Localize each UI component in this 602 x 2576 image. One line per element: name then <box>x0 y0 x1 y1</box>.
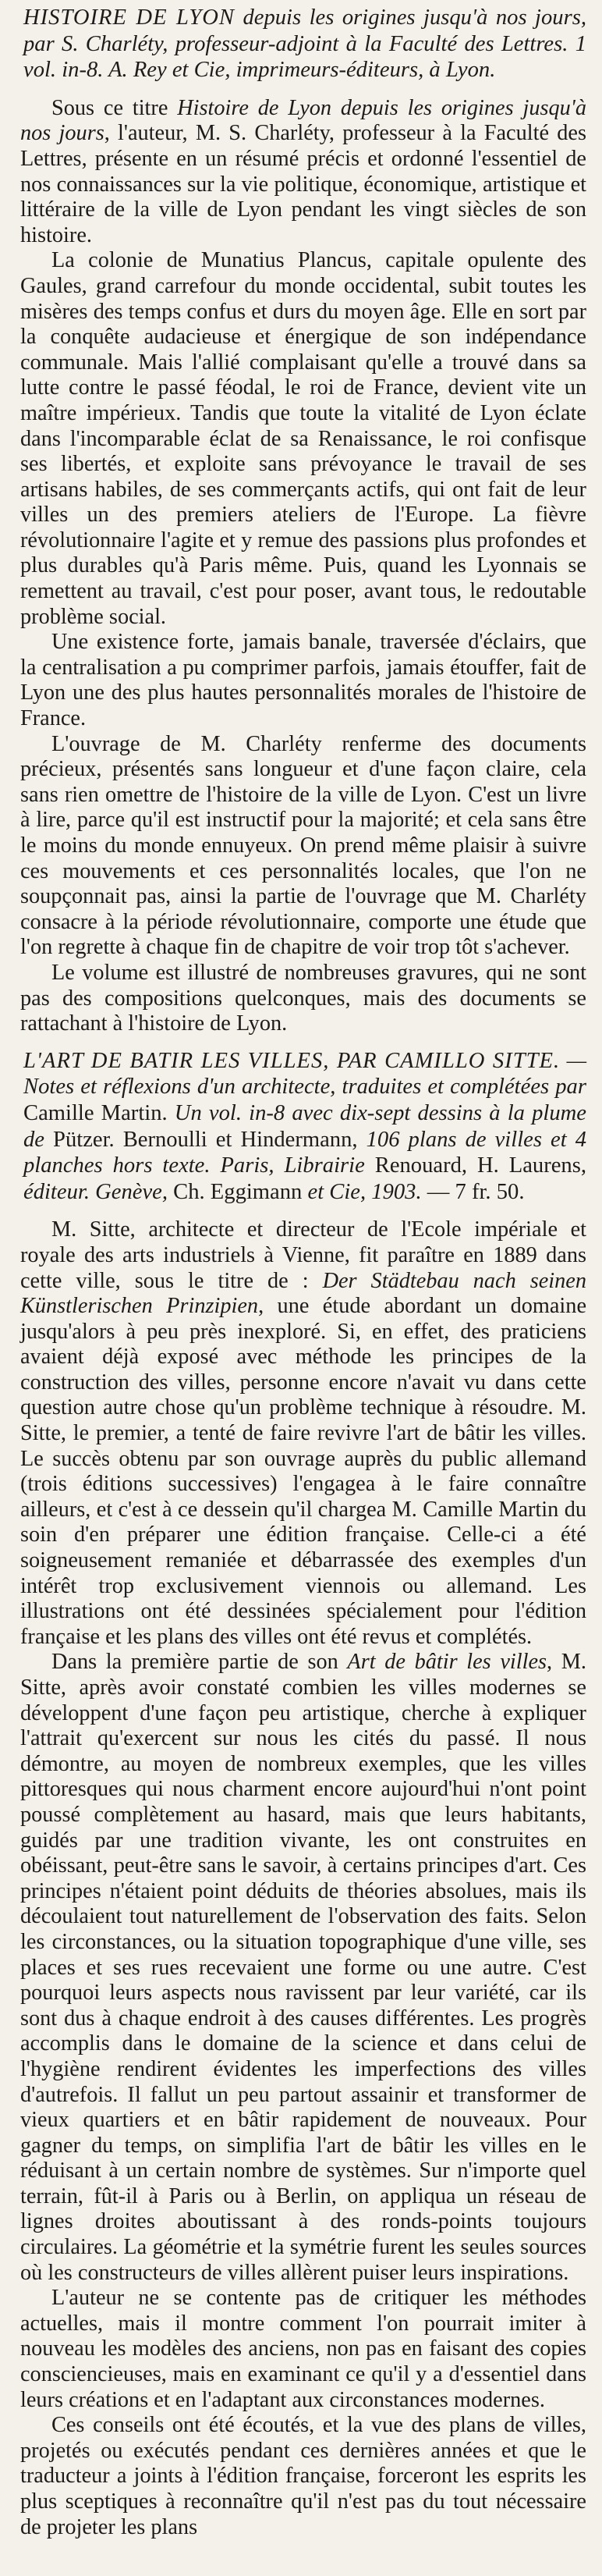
book-details: Pützer. Bernoulli et Hindermann, <box>53 1127 367 1152</box>
paragraph: Une existence forte, jamais banale, traversée d'éclairs, que la centralisation a pu comprimer parfois, jamais étouffer, fait de Lyon une des plus hautes personnalités morales de l'histoire de France. <box>20 630 586 731</box>
book-title: L'ART DE BATIR LES VILLES, PAR CAMILLO SITTE. <box>23 1048 561 1073</box>
paragraph: L'ouvrage de M. Charléty renferme des documents précieux, présentés sans longueur et d'une façon claire, cela sans rien omettre de l'histoire de la ville de Lyon. C'est un livre à lire, parce qu'il est instructif pour la majorité; et cela sans être le moins du monde ennuyeux. On prend même plaisir à suivre ces mouvements et ces personnalités locales, que l'on ne soupçonnait pas, ainsi la partie de l'ouvrage que M. Charléty consacre à la période révolutionnaire, comporte une étude que l'on regrette à chaque fin de chapitre de voir trop tôt s'achever. <box>20 731 586 960</box>
paragraph-text: , M. Sitte, après avoir constaté combien les villes modernes se développent d'une façon peu artistique, cherche à expliquer l'attrait qu'exercent sur nous les cités du passé. Il nous démontre, au moyen de nombreux exemples, que les villes pittoresques qui nous charment encore aujourd'hui n'ont point poussé complètement au hasard, mais que leurs habitants, guidés par une tradition vivante, les ont construites en obéissant, peut-être sans le savoir, à certains principes d'art. Ces principes n'étaient point déduits de théories absolues, mais ils découlaient tout naturellement de l'observation des faits. Selon les circonstances, ou la situation topographique d'une ville, ses places et ses rues recevaient une forme ou une autre. C'est pourquoi leurs aspects nous ravissent par leur variété, car ils sont dus à chaque endroit à des causes différentes. Les progrès accomplis dans le domaine de la science et dans celui de l'hygiène rendirent évidentes les imperfections des villes d'autrefois. Il fallut un peu partout assainir et transformer de vieux quartiers et en bâtir rapidement de nouveaux. Pour gagner du temps, on simplifia l'art de bâtir les villes en le réduisant à un certain nombre de systèmes. Sur n'importe quel terrain, fût-il à Paris ou à Berlin, on appliqua un réseau de lignes droites aboutissant à des ronds-points toujours circulaires. La géométrie et la symétrie furent les seules sources où les constructeurs de villes allèrent puiser leurs inspirations. <box>20 1650 586 2285</box>
paragraph-text: Dans la première partie de son <box>51 1650 348 1675</box>
book-details: Renouard, H. Laurens, <box>374 1153 587 1178</box>
book-price: — 7 fr. 50. <box>421 1179 525 1204</box>
book-details: Un vol. in-8 avec dix-sept dessins à la plume de <box>23 1100 586 1152</box>
book-details: et Cie, 1903. <box>307 1179 422 1204</box>
book-details: — Notes et réflexions d'un architecte, traduites et complétées par <box>23 1048 586 1100</box>
paragraph-italic: Histoire de Lyon depuis les origines jusqu'à nos jours <box>20 95 586 146</box>
paragraph: Le volume est illustré de nombreuses gravures, qui ne sont pas des compositions quelconques, mais des documents se rattachant à l'histoire de Lyon. <box>20 960 586 1036</box>
paragraph-italic: Der Städtebau nach seinen Künstlerischen Prinzipien <box>20 1268 586 1319</box>
paragraph-text: Sous ce titre <box>51 95 178 120</box>
review-histoire-de-lyon <box>20 5 586 1037</box>
paragraph-text: M. Sitte, architecte et directeur de l'Ecole impériale et royale des arts industriels à Vienne, fit paraître en 1889 dans cette ville, sous le titre de : <box>20 1217 586 1293</box>
review-heading <box>20 1048 586 1206</box>
book-details: Ch. Eggimann <box>173 1179 308 1204</box>
book-title: HISTOIRE DE LYON <box>23 5 235 30</box>
translator-name: Camille Martin. <box>23 1100 168 1125</box>
paragraph <box>20 96 586 249</box>
paragraph: La colonie de Munatius Plancus, capitale opulente des Gaules, grand carrefour du monde occidental, subit toutes les misères des temps confus et durs du moyen âge. Elle en sort par la conquête audacieuse et énergique de son indépendance communale. Mais l'allié complaisant qu'elle a trouvé dans sa lutte contre le passé féodal, le roi de France, devient vite un maître impérieux. Tandis que toute la vitalité de Lyon éclate dans l'incomparable éclat de sa Renaissance, le roi confisque ses libertés, et exploite sans prévoyance le travail de ses artisans habiles, de ses commerçants actifs, qui ont fait de leur villes un des premiers ateliers de l'Europe. La fièvre révolutionnaire l'agite et y remue des passions plus profondes et plus durables qu'à Paris même. Puis, quand les Lyonnais se remettent au travail, c'est pour poser, avant tous, le redoutable problème social. <box>20 248 586 629</box>
paragraph: L'auteur ne se contente pas de critiquer les méthodes actuelles, mais il montre comment l'on pourrait imiter à nouveau les modèles des anciens, non pas en faisant des copies consciencieuses, mais en examinant ce qu'il y a d'essentiel dans leurs créations et en l'adaptant aux circonstances modernes. <box>20 2286 586 2412</box>
book-details: éditeur. Genève, <box>23 1179 174 1204</box>
paragraph-text: , une étude abordant un domaine jusqu'alors à peu près inexploré. Si, en effet, des praticiens avaient déjà exposé avec méthode les principes de la construction des villes, personne encore n'avait vu dans cette question autre chose qu'un problème technique à résoudre. M. Sitte, le premier, a tenté de faire revivre l'art de bâtir les villes. Le succès obtenu par son ouvrage auprès du public allemand (trois éditions successives) l'engagea à le faire connaître ailleurs, et c'est à ce dessein qu'il chargea M. Camille Martin du soin d'en préparer une édition française. Celle-ci a été soigneusement remaniée et débarrassée des exemples d'un intérêt trop exclusivement viennois ou allemand. Les illustrations ont été dessinées spécialement pour l'édition française et les plans des villes ont été revus et complétés. <box>20 1294 587 1649</box>
review-heading <box>20 5 586 83</box>
review-art-de-batir-les-villes <box>20 1048 586 2540</box>
paragraph-text: , l'auteur, M. S. Charléty, professeur à la Faculté des Lettres, présente en un résumé précis et ordonné l'essentiel de nos connaissances sur la vie politique, économique, artistique et littéraire de la ville de Lyon pendant les vingt siècles de son histoire. <box>20 121 586 247</box>
book-details: depuis les origines jusqu'à nos jours, par S. Charléty, professeur-adjoint à la Faculté des Lettres. 1 vol. in-8. A. Rey et Cie, imprimeurs-éditeurs, à Lyon. <box>23 5 586 83</box>
paragraph: Ces conseils ont été écoutés, et la vue des plans de villes, projetés ou exécutés pendant ces dernières années et que le traducteur a joints à l'édition française, forceront les esprits les plus sceptiques à reconnaître qu'il n'est pas du tout nécessaire de projeter les plans <box>20 2413 586 2539</box>
paragraph <box>20 1650 586 2286</box>
book-details: 106 plans de villes et 4 planches hors texte. Paris, Librairie <box>23 1127 586 1178</box>
paragraph <box>20 1217 586 1650</box>
paragraph-italic: Art de bâtir les villes <box>347 1650 547 1675</box>
